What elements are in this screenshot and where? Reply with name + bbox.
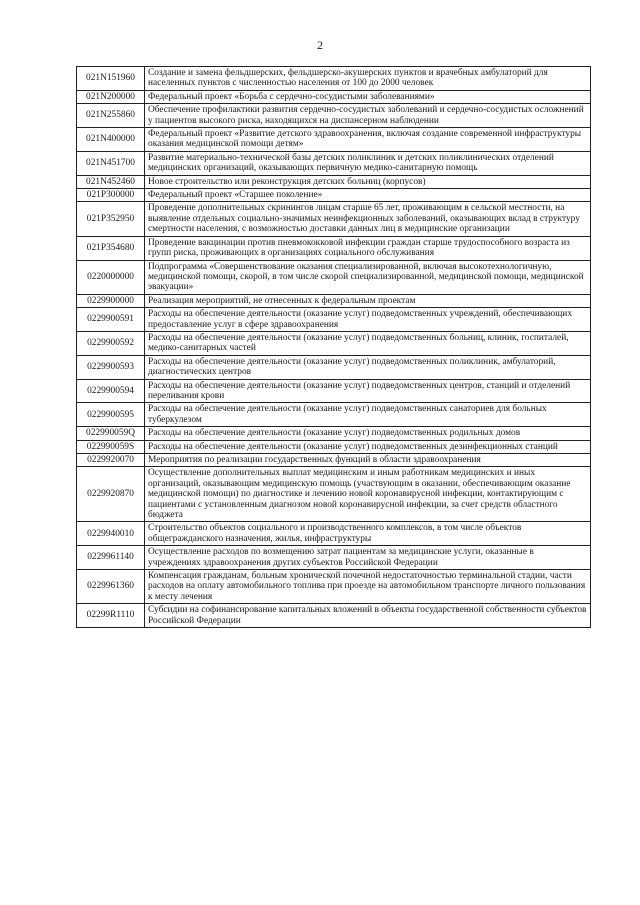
page-number: 2 bbox=[317, 38, 323, 52]
row-description: Проведение вакцинации против пневмококковой инфекции граждан старше трудоспособного возраста из групп риска, проживающих в организациях социального обслуживания bbox=[145, 236, 591, 260]
row-description: Субсидии на софинансирование капитальных вложений в объекты государственной собственности субъектов Российской Федерации bbox=[145, 604, 591, 628]
table-row bbox=[77, 189, 591, 202]
budget-code-table bbox=[76, 66, 591, 628]
row-description: Расходы на обеспечение деятельности (оказание услуг) подведомственных дезинфекционных станций bbox=[145, 440, 591, 453]
row-description: Создание и замена фельдшерских, фельдшерско-акушерских пунктов и врачебных амбулаторий для населенных пунктов с численностью населения от 100 до 2000 человек bbox=[145, 67, 591, 91]
table-row bbox=[77, 151, 591, 175]
row-description: Расходы на обеспечение деятельности (оказание услуг) подведомственных поликлиник, амбулаторий, диагностических центров bbox=[145, 355, 591, 379]
row-code: 021P300000 bbox=[77, 189, 145, 202]
row-code: 0229961140 bbox=[77, 546, 145, 570]
row-code: 021N255860 bbox=[77, 104, 145, 128]
table-row bbox=[77, 570, 591, 604]
row-code: 021N451700 bbox=[77, 151, 145, 175]
row-code: 022990059Q bbox=[77, 427, 145, 440]
row-description: Осуществление расходов по возмещению затрат пациентам за медицинские услуги, оказанные в учреждениях здравоохранения других субъектов Российской Федерации bbox=[145, 546, 591, 570]
row-code: 021P352950 bbox=[77, 202, 145, 236]
table-row bbox=[77, 308, 591, 332]
table-row bbox=[77, 128, 591, 152]
row-description: Федеральный проект «Развитие детского здравоохранения, включая создание современной инфраструктуры оказания медицинской помощи детям» bbox=[145, 128, 591, 152]
table-row bbox=[77, 440, 591, 453]
row-code: 0229900594 bbox=[77, 379, 145, 403]
table-body bbox=[77, 67, 591, 628]
table-row bbox=[77, 331, 591, 355]
row-description: Расходы на обеспечение деятельности (оказание услуг) подведомственных учреждений, обеспечивающих предоставление услуг в сфере здравоохранения bbox=[145, 308, 591, 332]
row-description: Расходы на обеспечение деятельности (оказание услуг) подведомственных центров, станций и отделений переливания крови bbox=[145, 379, 591, 403]
row-code: 0229961360 bbox=[77, 570, 145, 604]
row-description: Развитие материально-технической базы детских поликлиник и детских поликлинических отделений медицинских организаций, оказывающих первичную медико-санитарную помощь bbox=[145, 151, 591, 175]
table-row bbox=[77, 90, 591, 103]
table-row bbox=[77, 546, 591, 570]
row-description: Строительство объектов социального и производственного комплексов, в том числе объектов общегражданского назначения, жилья, инфраструктуры bbox=[145, 522, 591, 546]
table-row bbox=[77, 522, 591, 546]
table-row bbox=[77, 67, 591, 91]
row-code: 0220000000 bbox=[77, 260, 145, 294]
table-row bbox=[77, 403, 591, 427]
row-description: Расходы на обеспечение деятельности (оказание услуг) подведомственных санаториев для больных туберкулезом bbox=[145, 403, 591, 427]
row-code: 021P354680 bbox=[77, 236, 145, 260]
table-row bbox=[77, 236, 591, 260]
row-description: Федеральный проект «Старшее поколение» bbox=[145, 189, 591, 202]
row-code: 0229920870 bbox=[77, 467, 145, 522]
row-description: Обеспечение профилактики развития сердечно-сосудистых заболеваний и сердечно-сосудистых осложнений у пациентов высокого риска, находящихся на диспансерном наблюдении bbox=[145, 104, 591, 128]
row-code: 022990059S bbox=[77, 440, 145, 453]
row-description: Мероприятия по реализации государственных функций в области здравоохранения bbox=[145, 454, 591, 467]
table-row bbox=[77, 467, 591, 522]
row-description: Новое строительство или реконструкция детских больниц (корпусов) bbox=[145, 175, 591, 188]
row-description: Реализация мероприятий, не отнесенных к федеральным проектам bbox=[145, 294, 591, 307]
row-description: Расходы на обеспечение деятельности (оказание услуг) подведомственных родильных домов bbox=[145, 427, 591, 440]
table-row bbox=[77, 427, 591, 440]
row-description: Федеральный проект «Борьба с сердечно-сосудистыми заболеваниями» bbox=[145, 90, 591, 103]
row-description: Компенсация гражданам, больным хронической почечной недостаточностью терминальной стадии, части расходов на оплату автомобильного топлива при проезде на автомобильном транспорте личного пользования к месту лечения bbox=[145, 570, 591, 604]
table-row bbox=[77, 175, 591, 188]
row-description: Расходы на обеспечение деятельности (оказание услуг) подведомственных больниц, клиник, госпиталей, медико-санитарных частей bbox=[145, 331, 591, 355]
row-code: 0229900592 bbox=[77, 331, 145, 355]
row-description: Подпрограмма «Совершенствование оказания специализированной, включая высокотехнологичную, медицинской помощи, скорой, в том числе скорой специализированной, медицинской помощи, медицинской эвакуации» bbox=[145, 260, 591, 294]
table-row bbox=[77, 202, 591, 236]
row-code: 021N452460 bbox=[77, 175, 145, 188]
table-row bbox=[77, 355, 591, 379]
table-row bbox=[77, 104, 591, 128]
table-row bbox=[77, 379, 591, 403]
table-row bbox=[77, 604, 591, 628]
row-code: 0229900000 bbox=[77, 294, 145, 307]
row-code: 0229920070 bbox=[77, 454, 145, 467]
row-code: 0229900591 bbox=[77, 308, 145, 332]
table-row bbox=[77, 454, 591, 467]
table-row bbox=[77, 260, 591, 294]
row-code: 0229900595 bbox=[77, 403, 145, 427]
row-code: 0229940010 bbox=[77, 522, 145, 546]
table-row bbox=[77, 294, 591, 307]
row-code: 0229900593 bbox=[77, 355, 145, 379]
row-code: 021N200000 bbox=[77, 90, 145, 103]
row-description: Осуществление дополнительных выплат медицинским и иным работникам медицинских и иных организаций, оказывающим медицинскую помощь (участвующим в оказании, обеспечивающим оказание медицинской помощи) по диагностике и лечению новой коронавирусной инфекции, контактирующим с пациентами с установленным диагнозом новой коронавирусной инфекции, за счет средств областного бюджета bbox=[145, 467, 591, 522]
row-code: 021N400000 bbox=[77, 128, 145, 152]
row-code: 021N151960 bbox=[77, 67, 145, 91]
row-code: 02299R1110 bbox=[77, 604, 145, 628]
row-description: Проведение дополнительных скринингов лицам старше 65 лет, проживающим в сельской местности, на выявление отдельных социально-значимых неинфекционных заболеваний, оказывающих вклад в структуру смертности населения, с возможностью доставки данных лиц в медицинские организации bbox=[145, 202, 591, 236]
